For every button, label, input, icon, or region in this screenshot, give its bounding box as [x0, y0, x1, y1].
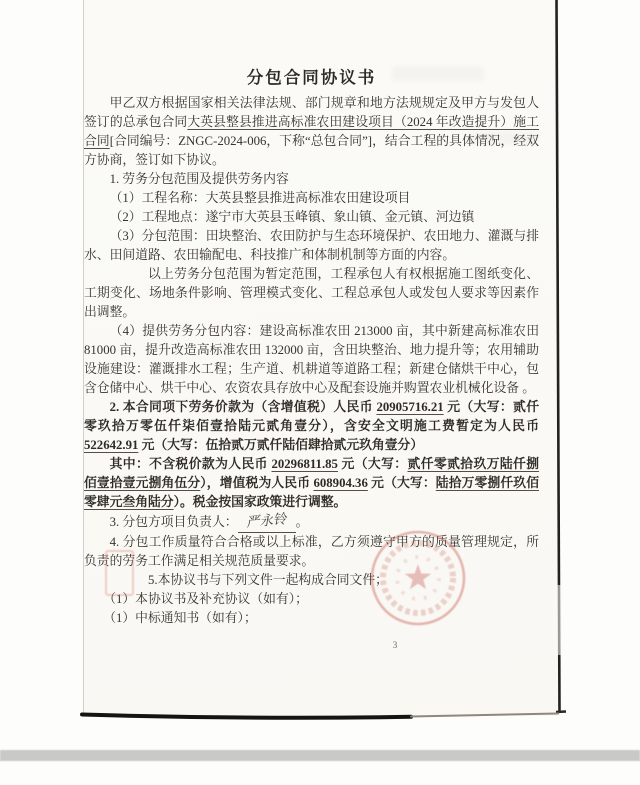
price-text: 元（大写：伍拾贰万贰仟陆佰肆拾贰元玖角壹分）	[138, 438, 424, 452]
section1-heading: 1. 劳务分包范围及提供劳务内容	[109, 172, 289, 186]
price-text: 元（大写：贰仟零玖拾万零伍仟柒佰壹拾陆元贰角壹分），含安全文明施工费暂定为人民币	[84, 400, 539, 433]
section5-item-agreement: （1）本协议书及补充协议（如有）；	[103, 592, 308, 606]
manager-name-blank	[238, 512, 296, 533]
tax-text: ），增值税为人民币	[200, 476, 314, 490]
amount-vat: 608904.36	[313, 476, 368, 490]
manager-post: 。	[295, 515, 309, 529]
tax-text: ）。税金按国家政策进行调整。	[173, 495, 347, 509]
amount-safety-fee: 522642.91	[84, 438, 139, 452]
manager-label: 3. 分包方项目负责人：	[109, 515, 238, 529]
section3-manager	[84, 512, 539, 533]
total-contract-name: 大英县整县推进高标准农田建设项目（2024 年改造提升）施工合同	[84, 115, 540, 148]
page-number: 3	[392, 641, 398, 651]
section1-scope-note: 以上劳务分包范围为暂定范围，工程承包人有权根据施工图纸变化、工期变化、场地条件影响、管理模式变化、工程总承包人或发包人要求等因素作出调整。	[84, 267, 539, 319]
section1-item-content: （4）提供劳务分包内容：建设高标准农田 213000 亩，其中新建高标准农田 81000 亩，提升改造高标准农田 132000 亩，含田块整治、地力提升等；农用辅助设施建设：灌溉排水工程；生产道、机耕道等道路工程；新建仓储烘干中心，包含仓储中心、烘干中心、农资农具存放中心及配套设施并购置农业机械化设备 。	[84, 324, 539, 395]
tax-text: 元（大写：	[337, 457, 408, 471]
page-title: 分包合同协议书	[246, 68, 377, 87]
price-text: 2. 本合同项下劳务价款为（含增值税）人民币	[109, 400, 377, 414]
manager-name-handwritten: 严永铃	[245, 511, 288, 530]
intro-pre: 甲乙双方根据国家相关法律法规、部门规章和地方法规规定及甲方与发包人签订的总承包合同	[84, 96, 539, 129]
tax-text: 元（大写：	[367, 476, 436, 490]
section1-item-project-name: （1）工程名称：大英县整县推进高标准农田建设项目	[109, 191, 411, 205]
section5-item-award-notice: （1）中标通知书（如有）；	[103, 611, 257, 625]
amount-vat-words: 陆拾万零捌仟玖佰零肆元叁角陆分	[84, 476, 540, 509]
paper-sheet	[83, 0, 559, 716]
scanner-shadow-band	[0, 750, 640, 761]
scan-smudge	[468, 132, 538, 144]
amount-excl-tax-words: 贰仟零贰拾玖万陆仟捌佰壹拾壹元捌角伍分	[84, 457, 540, 490]
section4-quality: 4. 分包工作质量符合合格或以上标准，乙方须遵守甲方的质量管理规定，所负责的劳务工作满足相关规范质量要求。	[84, 535, 539, 568]
section1-item-scope: （3）分包范围：田块整治、农田防护与生态环境保护、农田地力、灌溉与排水、田间道路、农田输配电、科技推广和体制机制等方面的内容。	[84, 229, 539, 262]
section2-tax-breakdown	[84, 455, 539, 512]
contract-body	[84, 94, 539, 628]
intro-post: [合同编号：ZNGC-2024-006，下称“总包合同”]，结合工程的具体情况，经双方协商，签订如下协议。	[84, 134, 540, 167]
amount-excl-tax: 20296811.85	[271, 457, 338, 471]
section2-price-paragraph	[84, 398, 539, 455]
section1-item-location: （2）工程地点：遂宁市大英县玉峰镇、象山镇、金元镇、河边镇	[109, 210, 475, 224]
tax-text: 其中：不含税价款为人民币	[109, 457, 272, 471]
section5-heading: 5.本协议书与下列文件一起构成合同文件；	[148, 573, 388, 587]
scan-smudge	[392, 66, 484, 81]
amount-tax-incl: 20905716.21	[376, 400, 444, 414]
